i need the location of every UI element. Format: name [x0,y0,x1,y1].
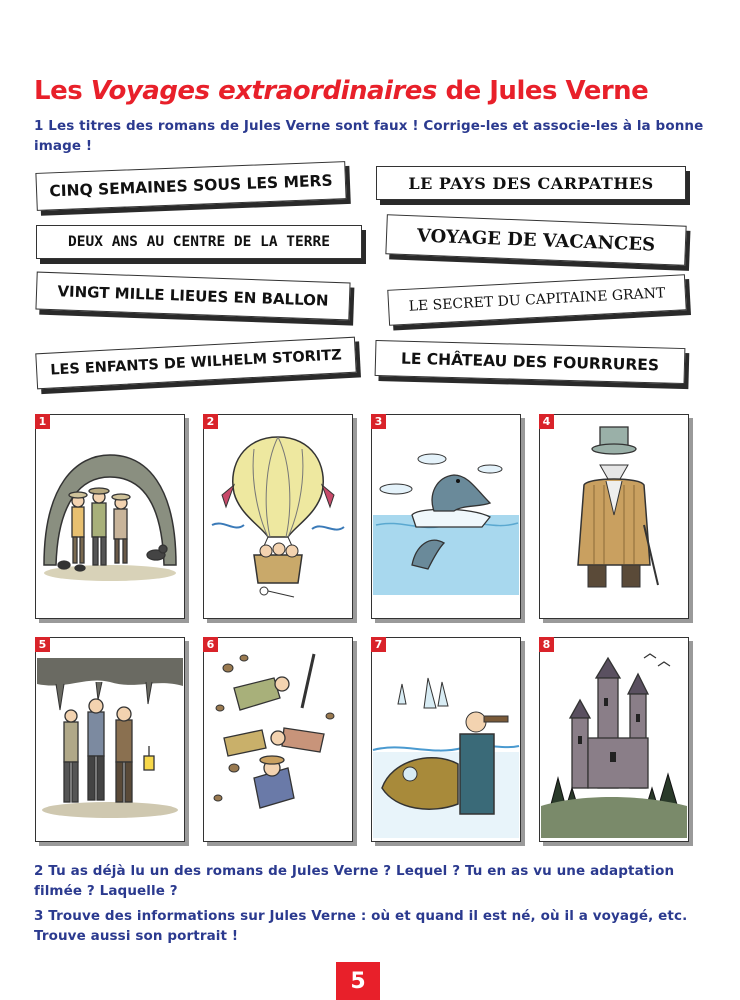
picture-number-4: 4 [539,414,554,429]
title-label-7[interactable]: LES ENFANTS DE WILHELM STORITZ [35,337,356,390]
title-label-6[interactable]: LE SECRET DU CAPITAINE GRANT [387,274,686,326]
seals-on-ice-illustration [372,415,520,618]
picture-card-5[interactable] [35,637,185,842]
title-label-3[interactable]: DEUX ANS AU CENTRE DE LA TERRE [36,225,362,259]
picture-card-6[interactable] [203,637,353,842]
instruction-2: 2 Tu as déjà lu un des romans de Jules Verne ? Lequel ? Tu en as vu une adaptation filmée ? Laquelle ? [34,863,675,899]
cave-lantern-explorers-illustration [36,638,184,841]
picture-number-1: 1 [35,414,50,429]
picture-card-2[interactable] [203,414,353,619]
picture-number-7: 7 [371,637,386,652]
picture-number-3: 3 [371,414,386,429]
picture-card-7[interactable] [371,637,521,842]
picture-card-8[interactable] [539,637,689,842]
picture-card-4[interactable] [539,414,689,619]
picture-card-1[interactable] [35,414,185,619]
submarine-captain-illustration [372,638,520,841]
page-title [34,76,648,106]
instruction-1: 1 Les titres des romans de Jules Verne sont faux ! Corrige-les et associe-les à la bonne image ! [34,118,704,154]
page-number: 5 [336,962,380,1000]
instruction-3: 3 Trouve des informations sur Jules Verne : où et quand il est né, où il a voyagé, etc. Trouve aussi son portrait ! [34,908,688,944]
hot-air-balloon-illustration [204,415,352,618]
title-prefix: Les [34,76,91,106]
castle-illustration [540,638,688,841]
title-label-8[interactable]: LE CHÂTEAU DES FOURRURES [375,340,686,384]
invisible-man-illustration [540,415,688,618]
title-suffix: de Jules Verne [436,76,649,106]
cave-explorers-illustration [36,415,184,618]
title-label-2[interactable]: LE PAYS DES CARPATHES [376,166,686,200]
title-label-5[interactable]: VINGT MILLE LIEUES EN BALLON [35,272,350,321]
title-label-4[interactable]: VOYAGE DE VACANCES [385,214,686,265]
title-italic: Voyages extraordinaires [90,76,437,106]
picture-number-5: 5 [35,637,50,652]
picture-number-8: 8 [539,637,554,652]
falling-adventurers-illustration [204,638,352,841]
title-label-1[interactable]: CINQ SEMAINES SOUS LES MERS [35,161,346,211]
picture-number-2: 2 [203,414,218,429]
picture-number-6: 6 [203,637,218,652]
picture-card-3[interactable] [371,414,521,619]
